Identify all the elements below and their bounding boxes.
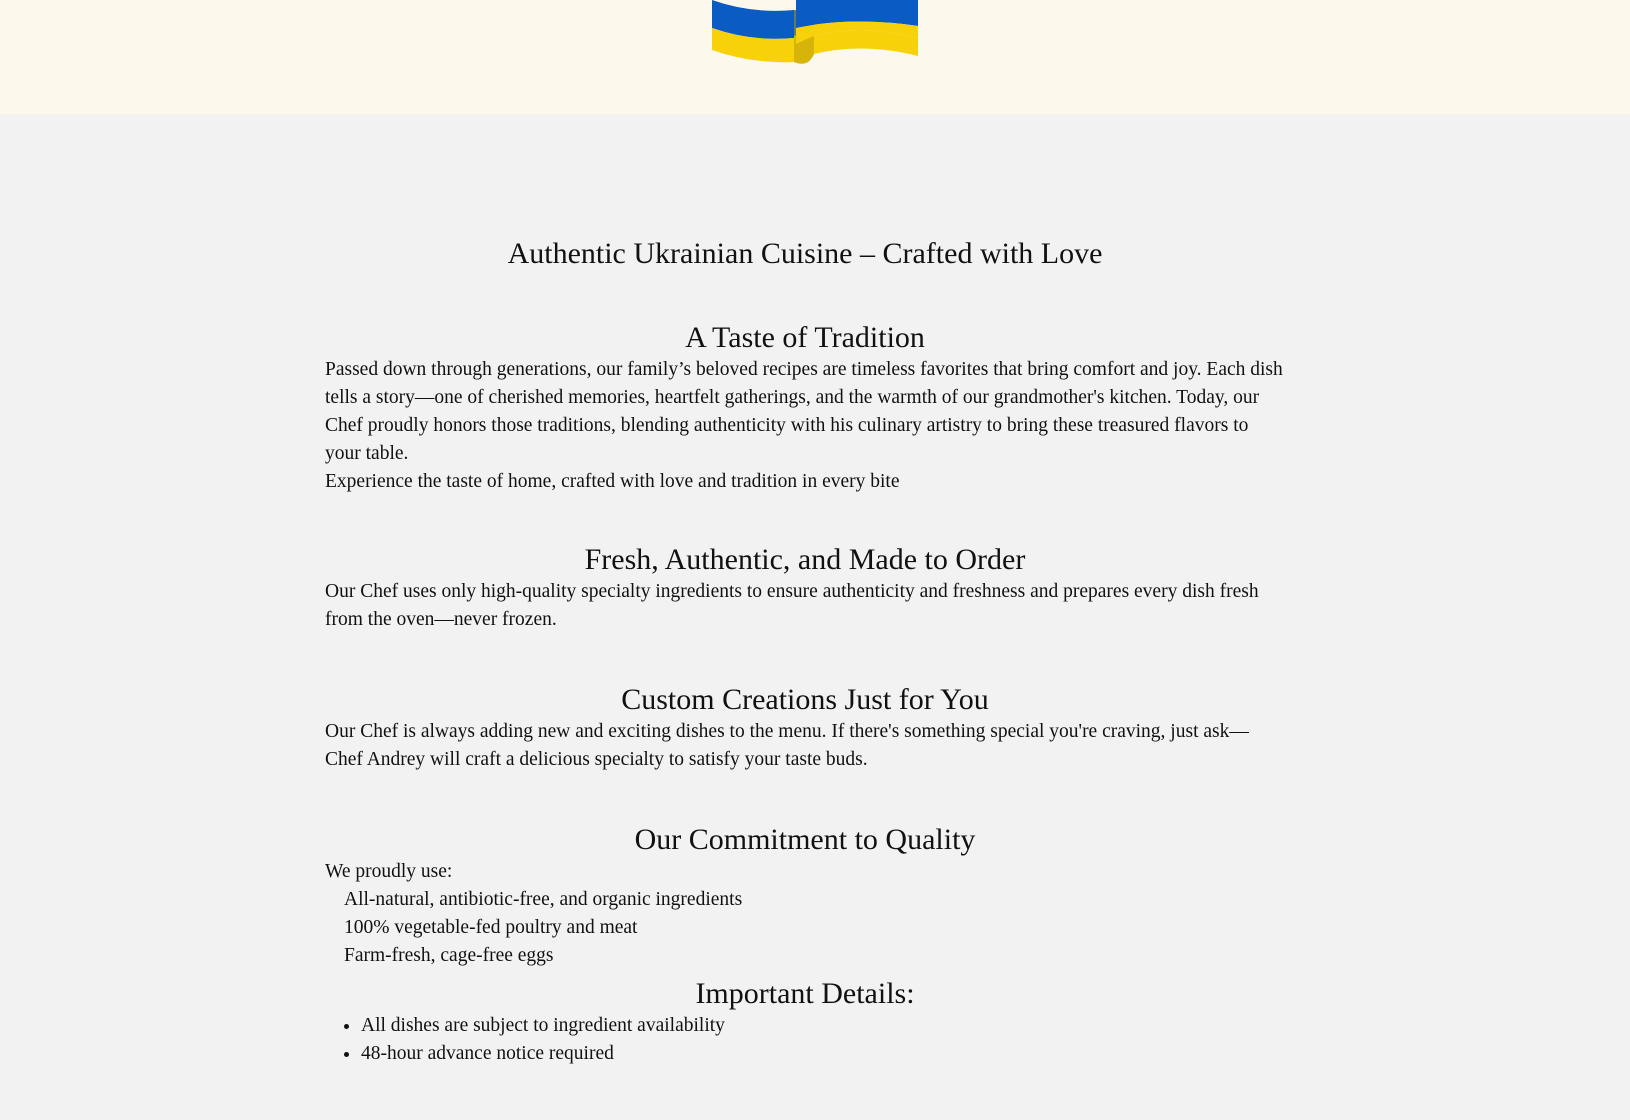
details-list (325, 1012, 1285, 1068)
ukraine-flag-icon (712, 0, 918, 72)
list-item: • All dishes are subject to ingredient availability (361, 1012, 1285, 1040)
section-paragraph: Passed down through generations, our family’s beloved recipes are timeless favorites that bring comfort and joy. Each dish tells a story—one of cherished memories, heartfelt gatherings, and the warmth of our grandmother's kitchen. Today, our Chef proudly honors those traditions, blending authenticity with his culinary artistry to bring these treasured flavors to your table. (325, 359, 1283, 464)
section-fresh-authentic (325, 542, 1285, 634)
section-heading: Fresh, Authentic, and Made to Order (584, 543, 1026, 576)
section-heading: Custom Creations Just for You (621, 683, 989, 716)
list-item: Farm-fresh, cage-free eggs (344, 945, 554, 966)
section-important-details (325, 976, 1285, 1068)
section-heading: Our Commitment to Quality (634, 823, 976, 856)
quality-list (325, 886, 1285, 970)
header (0, 0, 1630, 114)
list-item: All-natural, antibiotic-free, and organic ingredients (344, 889, 743, 910)
section-custom-creations (325, 682, 1285, 774)
section-paragraph: Our Chef is always adding new and exciting dishes to the menu. If there's something special you're craving, just ask—Chef Andrey will craft a delicious specialty to satisfy your taste buds. (325, 721, 1249, 770)
quality-intro: We proudly use: (325, 861, 453, 882)
section-heading: A Taste of Tradition (685, 321, 925, 354)
main-content (0, 114, 1630, 1120)
list-item: • 48-hour advance notice required (361, 1040, 1285, 1068)
page-title: Authentic Ukrainian Cuisine – Crafted with Love (507, 237, 1103, 270)
section-commitment-to-quality (325, 822, 1285, 970)
list-item: 100% vegetable-fed poultry and meat (344, 917, 638, 938)
section-heading: Important Details: (695, 977, 915, 1010)
section-taste-of-tradition (325, 320, 1285, 496)
section-paragraph: Experience the taste of home, crafted with love and tradition in every bite (325, 471, 900, 492)
section-paragraph: Our Chef uses only high-quality specialty ingredients to ensure authenticity and freshness and prepares every dish fresh from the oven—never frozen. (325, 581, 1259, 630)
